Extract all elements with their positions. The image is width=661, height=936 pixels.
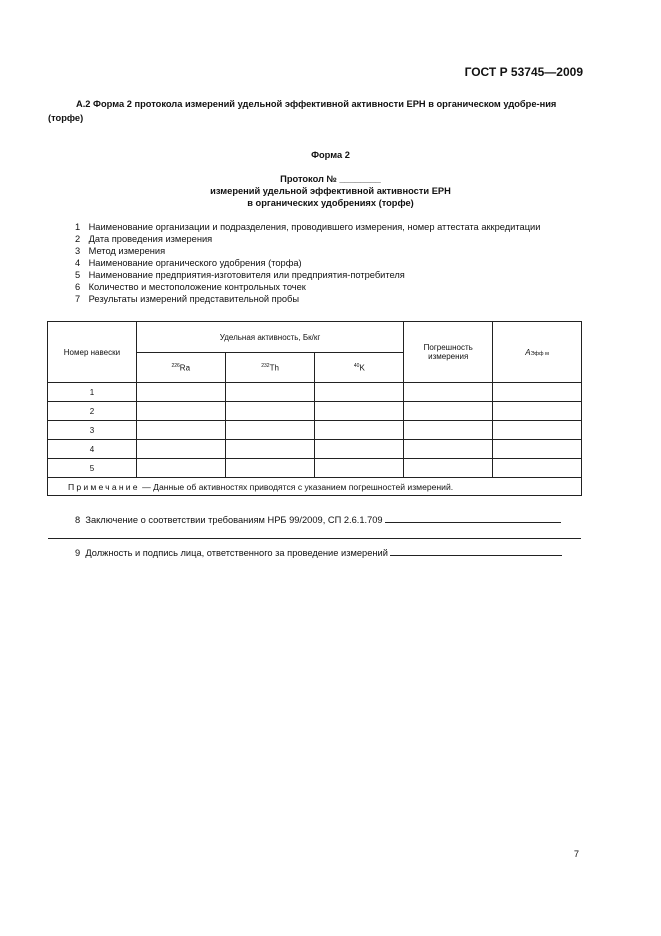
conclusion-continuation-line[interactable] [48,538,581,539]
header-measurement-error: Погрешность измерения [404,322,493,383]
note-label: Примечание [68,481,140,492]
table-row [48,459,582,478]
data-cell[interactable] [404,421,493,440]
data-cell[interactable] [136,421,225,440]
data-cell[interactable] [315,440,404,459]
table-row [48,421,582,440]
list-item-text: Метод измерения [88,246,166,256]
row-number: 2 [48,402,137,421]
protocol-number-line: Протокол № ________ [280,174,381,184]
list-item: 5 Наименование предприятия-изготовителя или предприятия-потребителя [75,270,405,280]
header-ra226: $^{226}$Ra [136,353,225,383]
data-cell[interactable] [225,440,315,459]
protocol-title [0,173,661,209]
table-row [48,402,582,421]
table-note [48,478,582,496]
protocol-material-line: в органических удобрениях (торфе) [247,198,414,208]
data-cell[interactable] [315,402,404,421]
header-k40: $^{40}$K [315,353,404,383]
data-cell[interactable] [315,421,404,440]
list-item-text: Наименование организации и подразделения, проводившего измерения, номер аттестата аккредитации [88,222,541,232]
signature-label: Должность и подпись лица, ответственного за проведение измерений [85,548,388,558]
data-cell[interactable] [315,383,404,402]
data-cell[interactable] [225,421,315,440]
results-table [47,321,582,496]
data-cell[interactable] [493,459,582,478]
list-item-text: Результаты измерений представительной пробы [88,294,300,304]
table-row [48,440,582,459]
data-cell[interactable] [404,440,493,459]
data-cell[interactable] [136,440,225,459]
form-items-list [75,221,540,305]
data-cell[interactable] [404,383,493,402]
list-item: 2 Дата проведения измерения [75,234,213,244]
list-item: 7 Результаты измерений представительной пробы [75,294,300,304]
list-item-text: Количество и местоположение контрольных точек [88,282,306,292]
note-text: — Данные об активностях приводятся с указанием погрешностей измерений. [139,481,454,492]
standard-code: ГОСТ Р 53745—2009 [464,65,583,79]
list-item: 6 Количество и местоположение контрольных точек [75,282,306,292]
list-item-text: Дата проведения измерения [88,234,213,244]
data-cell[interactable] [225,459,315,478]
header-th232: $^{232}$Th [225,353,315,383]
header-sample-number: Номер навески [48,322,137,383]
section-heading: А.2 Форма 2 протокола измерений удельной эффективной активности ЕРН в органическом удобре-ния (торфе) [48,99,557,123]
row-number: 5 [48,459,137,478]
data-cell[interactable] [493,383,582,402]
list-item: 1 Наименование организации и подразделения, проводившего измерения, номер аттестата аккредитации [75,222,541,232]
data-cell[interactable] [136,459,225,478]
data-cell[interactable] [493,421,582,440]
row-number: 3 [48,421,137,440]
data-cell[interactable] [136,402,225,421]
data-cell[interactable] [136,383,225,402]
list-item: 4 Наименование органического удобрения (торфа) [75,258,302,268]
data-cell[interactable] [493,402,582,421]
row-number: 4 [48,440,137,459]
data-cell[interactable] [315,459,404,478]
signature-line: 9 Должность и подпись лица, ответственного за проведение измерений [75,546,562,558]
data-cell[interactable] [404,459,493,478]
list-item: 3 Метод измерения [75,246,166,256]
conclusion-line: 8 Заключение о соответствии требованиям НРБ 99/2009, СП 2.6.1.709 [75,513,561,525]
data-cell[interactable] [404,402,493,421]
conclusion-label: Заключение о соответствии требованиям НРБ 99/2009, СП 2.6.1.709 [85,515,383,525]
conclusion-field[interactable] [385,513,561,523]
list-item-text: Наименование органического удобрения (торфа) [88,258,302,268]
header-specific-activity: Удельная активность, Бк/кг [136,322,403,353]
data-cell[interactable] [225,383,315,402]
data-cell[interactable] [493,440,582,459]
page-number: 7 [573,849,579,859]
protocol-subject-line: измерений удельной эффективной активности ЕРН [210,186,451,196]
list-item-text: Наименование предприятия-изготовителя или предприятия-потребителя [88,270,405,280]
header-aeff: AЭфф м [493,322,582,383]
signature-field[interactable] [390,546,562,556]
data-cell[interactable] [225,402,315,421]
row-number: 1 [48,383,137,402]
table-row [48,383,582,402]
form-title: Форма 2 [311,150,350,160]
